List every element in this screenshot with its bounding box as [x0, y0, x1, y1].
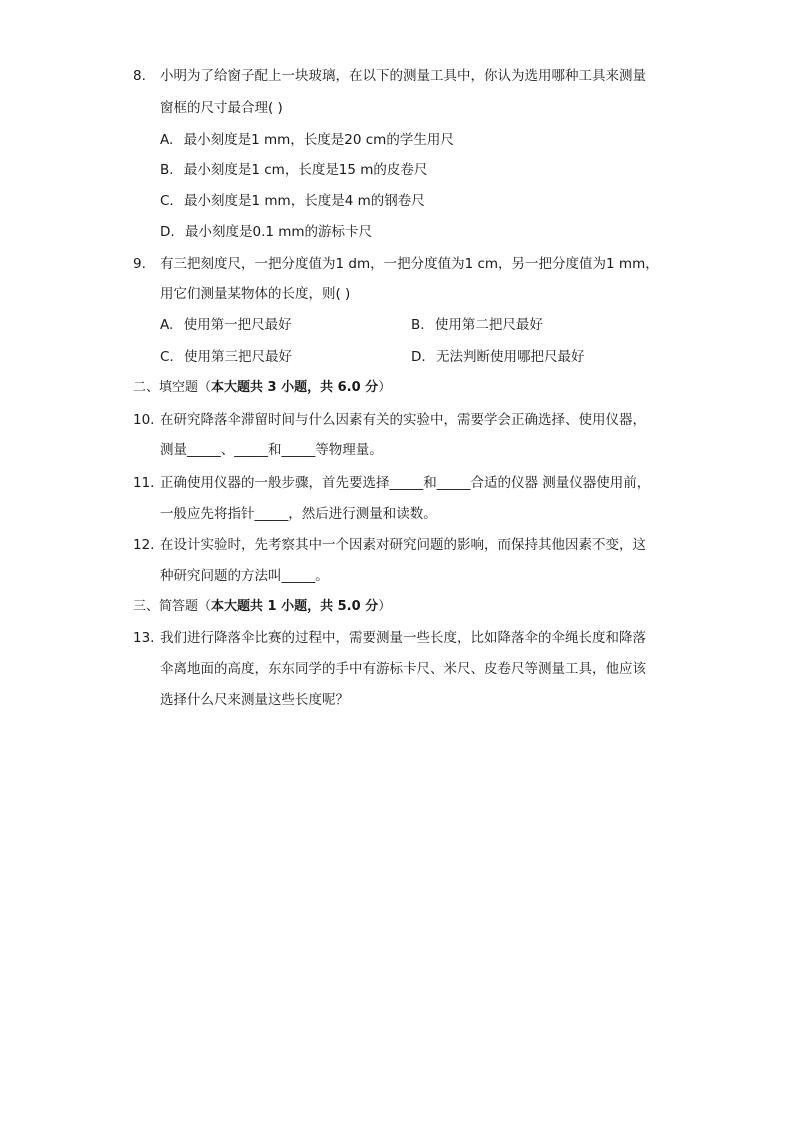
- question-text: 在研究降落伞滞留时间与什么因素有关的实验中，需要学会正确选择、使用仪器，: [160, 412, 646, 428]
- option-d: [411, 347, 584, 367]
- option-label: C.: [160, 349, 174, 365]
- option-b: [411, 315, 543, 335]
- option-label: D.: [411, 349, 426, 365]
- option-a: [160, 130, 454, 150]
- option-text: 无法判断使用哪把尺最好: [435, 349, 585, 365]
- section-heading-suffix: ）: [378, 599, 392, 614]
- option-text: 最小刻度是0.1 mm的游标卡尺: [184, 224, 373, 240]
- question-number: 9.: [133, 256, 146, 272]
- question-text: 正确使用仪器的一般步骤，首先要选择_____和_____合适的仪器 测量仪器使用前，: [160, 475, 651, 491]
- option-label: B.: [160, 162, 174, 178]
- section-heading-suffix: ）: [378, 380, 392, 395]
- question-text: 有三把刻度尺，一把分度值为1 dm，一把分度值为1 cm，另一把分度值为1 mm，: [160, 256, 659, 272]
- option-label: A.: [160, 317, 174, 333]
- question-number: 10.: [133, 412, 155, 428]
- question-text: 选择什么尺来测量这些长度呢？: [160, 692, 349, 708]
- option-label: A.: [160, 132, 174, 148]
- section-heading-detail: 本大题共 1 小题，共 5.0 分: [211, 599, 379, 614]
- option-text: 使用第一把尺最好: [183, 317, 292, 333]
- question-number: 12.: [133, 537, 155, 553]
- question-text: 窗框的尺寸最合理( ): [160, 100, 283, 116]
- section-heading-prefix: 三、简答题（: [133, 599, 212, 614]
- option-a: [160, 315, 292, 335]
- section-heading: [133, 378, 391, 398]
- option-text: 最小刻度是1 cm，长度是15 m的皮卷尺: [183, 162, 428, 178]
- option-text: 最小刻度是1 mm，长度是20 cm的学生用尺: [183, 132, 454, 148]
- option-label: B.: [411, 317, 425, 333]
- option-label: C.: [160, 193, 174, 209]
- question-number: 8.: [133, 68, 146, 84]
- option-d: [160, 222, 372, 242]
- option-label: D.: [160, 224, 175, 240]
- question-text: 小明为了给窗子配上一块玻璃，在以下的测量工具中，你认为选用哪种工具来测量: [160, 68, 646, 84]
- option-b: [160, 160, 427, 180]
- option-c: [160, 347, 292, 367]
- option-text: 使用第三把尺最好: [184, 349, 293, 365]
- question-text: 种研究问题的方法叫_____。: [160, 568, 329, 584]
- option-c: [160, 191, 425, 211]
- question-text: 伞离地面的高度，东东同学的手中有游标卡尺、米尺、皮卷尺等测量工具，他应该: [160, 661, 646, 677]
- question-number: 11.: [133, 475, 155, 491]
- section-heading-detail: 本大题共 3 小题，共 6.0 分: [211, 380, 379, 395]
- question-text: 我们进行降落伞比赛的过程中，需要测量一些长度，比如降落伞的伞绳长度和降落: [160, 630, 646, 646]
- section-heading-prefix: 二、填空题（: [133, 380, 212, 395]
- question-text: 在设计实验时，先考察其中一个因素对研究问题的影响，而保持其他因素不变，这: [160, 537, 646, 553]
- option-text: 最小刻度是1 mm，长度是4 m的钢卷尺: [184, 193, 425, 209]
- question-text: 测量_____、_____和_____等物理量。: [160, 442, 383, 458]
- question-text: 一般应先将指针_____，然后进行测量和读数。: [160, 506, 437, 522]
- section-heading: [133, 597, 391, 617]
- question-text: 用它们测量某物体的长度，则( ): [160, 286, 351, 302]
- question-number: 13.: [133, 630, 155, 646]
- option-text: 使用第二把尺最好: [434, 317, 543, 333]
